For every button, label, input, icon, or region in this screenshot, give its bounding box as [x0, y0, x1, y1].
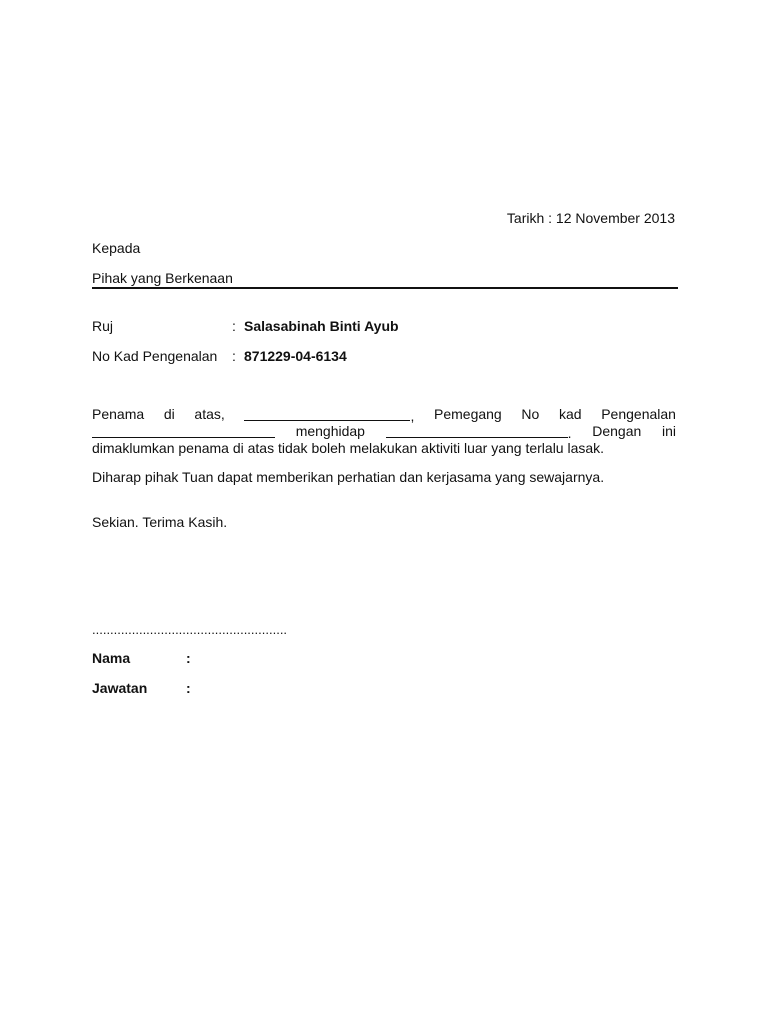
ic-value: 871229-04-6134 [244, 348, 347, 364]
word: Dengan [592, 423, 642, 439]
reference-value: Salasabinah Binti Ayub [244, 318, 399, 334]
name-blank [244, 407, 410, 421]
word: Pemegang [434, 406, 502, 422]
illness-blank-group: . [386, 424, 572, 441]
letter-date: Tarikh : 12 November 2013 [506, 210, 675, 226]
signature-line: ...................................................... [92, 622, 288, 637]
paragraph-line-3: dimaklumkan penama di atas tidak boleh melakukan aktiviti luar yang terlalu lasak. [92, 440, 605, 456]
header-divider [92, 287, 678, 289]
reference-label: Ruj [92, 318, 114, 334]
name-blank-group: , [244, 407, 414, 424]
signature-title-colon: : [186, 680, 191, 696]
word: Penama [92, 406, 145, 422]
signature-title-row [92, 680, 191, 696]
word: ini [661, 423, 676, 439]
illness-blank [386, 424, 568, 438]
reference-row [92, 318, 399, 334]
paragraph-line-1 [92, 407, 676, 424]
paragraph-line-2 [92, 424, 676, 441]
closing-text: Sekian. Terima Kasih. [92, 514, 228, 530]
word: No [521, 406, 540, 422]
ic-row [92, 348, 347, 364]
recipient-name: Pihak yang Berkenaan [92, 270, 233, 286]
reference-colon: : [232, 318, 236, 334]
ic-label: No Kad Pengenalan [92, 348, 218, 364]
word: Pengenalan [601, 406, 676, 422]
word: atas, [194, 406, 225, 422]
signature-title-label: Jawatan [92, 680, 148, 696]
word: menghidap [295, 423, 365, 439]
ic-colon: : [232, 348, 236, 364]
signature-name-colon: : [186, 650, 191, 666]
signature-name-label: Nama [92, 650, 131, 666]
body-paragraph-1 [92, 407, 676, 456]
word: di [163, 406, 175, 422]
ic-blank [92, 424, 275, 438]
signature-name-row [92, 650, 191, 666]
word: kad [558, 406, 582, 422]
recipient-label: Kepada [92, 240, 141, 256]
body-paragraph-2: Diharap pihak Tuan dapat memberikan perhatian dan kerjasama yang sewajarnya. [92, 469, 605, 485]
